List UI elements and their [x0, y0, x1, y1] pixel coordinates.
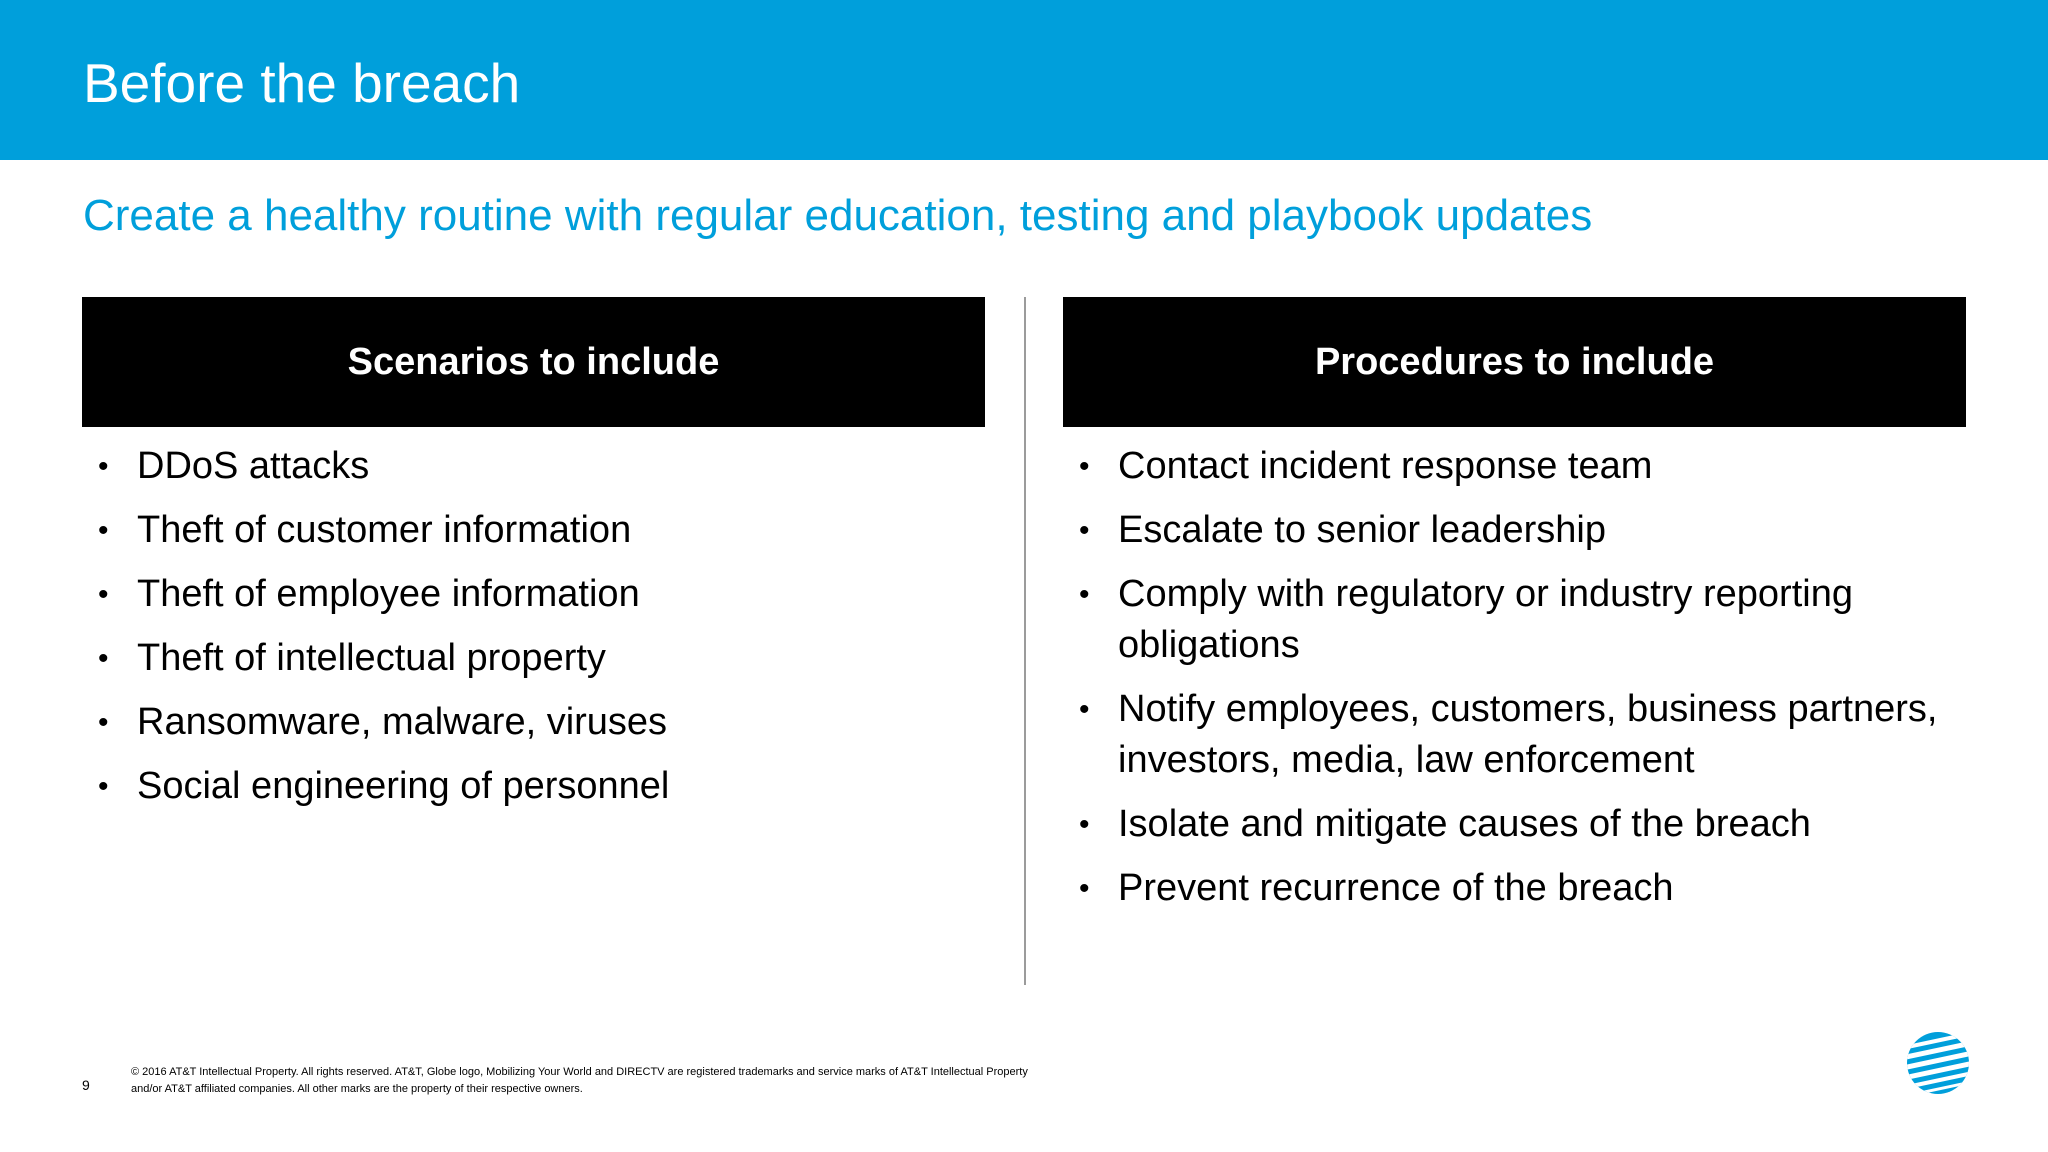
- bullet-icon: •: [1079, 872, 1090, 905]
- title-band: [0, 0, 2048, 160]
- list-item: [1063, 569, 1966, 671]
- list-item-text: Prevent recurrence of the breach: [1118, 867, 1674, 909]
- procedures-column: [1063, 297, 1966, 927]
- column-divider: [1024, 297, 1026, 985]
- list-item: [82, 505, 985, 556]
- bullet-icon: •: [98, 450, 109, 483]
- bullet-icon: •: [98, 514, 109, 547]
- slide-subtitle: Create a healthy routine with regular education, testing and playbook updates: [83, 191, 1593, 240]
- scenarios-header: Scenarios to include: [82, 297, 985, 427]
- list-item: [1063, 505, 1966, 556]
- att-globe-logo-icon: [1905, 1030, 1971, 1096]
- list-item-text: Theft of customer information: [137, 509, 632, 551]
- scenarios-list: [82, 441, 985, 812]
- list-item: [82, 633, 985, 684]
- list-item: [82, 697, 985, 748]
- bullet-icon: •: [1079, 514, 1090, 547]
- bullet-icon: •: [1079, 808, 1090, 841]
- list-item-text: Theft of employee information: [137, 573, 640, 615]
- bullet-icon: •: [98, 770, 109, 803]
- list-item-text: Contact incident response team: [1118, 445, 1653, 487]
- list-item-text: Ransomware, malware, viruses: [137, 701, 668, 743]
- list-item: [82, 441, 985, 492]
- list-item-text: Comply with regulatory or industry reporting obligations: [1118, 573, 1853, 666]
- scenarios-column: [82, 297, 985, 825]
- list-item: [82, 761, 985, 812]
- bullet-icon: •: [98, 642, 109, 675]
- list-item: [1063, 441, 1966, 492]
- list-item-text: Social engineering of personnel: [137, 765, 670, 807]
- page-number: 9: [82, 1077, 90, 1093]
- list-item: [1063, 863, 1966, 914]
- list-item-text: Notify employees, customers, business partners, investors, media, law enforcement: [1118, 688, 1938, 781]
- bullet-icon: •: [1079, 693, 1090, 726]
- list-item: [1063, 684, 1966, 786]
- slide-title: Before the breach: [83, 52, 521, 114]
- copyright-line-2: and/or AT&T affiliated companies. All other marks are the property of their respective owners.: [131, 1083, 583, 1095]
- copyright-line-1: © 2016 AT&T Intellectual Property. All rights reserved. AT&T, Globe logo, Mobilizing Your World and DIRECTV are registered trademarks and service marks of AT&T Intellectual Property: [131, 1066, 1028, 1078]
- list-item-text: Escalate to senior leadership: [1118, 509, 1606, 551]
- copyright-notice: [131, 1064, 1131, 1098]
- list-item-text: Theft of intellectual property: [137, 637, 606, 679]
- bullet-icon: •: [1079, 578, 1090, 611]
- list-item-text: Isolate and mitigate causes of the breach: [1118, 803, 1811, 845]
- procedures-list: [1063, 441, 1966, 914]
- bullet-icon: •: [1079, 450, 1090, 483]
- list-item-text: DDoS attacks: [137, 445, 370, 487]
- list-item: [82, 569, 985, 620]
- bullet-icon: •: [98, 706, 109, 739]
- list-item: [1063, 799, 1966, 850]
- bullet-icon: •: [98, 578, 109, 611]
- procedures-header: Procedures to include: [1063, 297, 1966, 427]
